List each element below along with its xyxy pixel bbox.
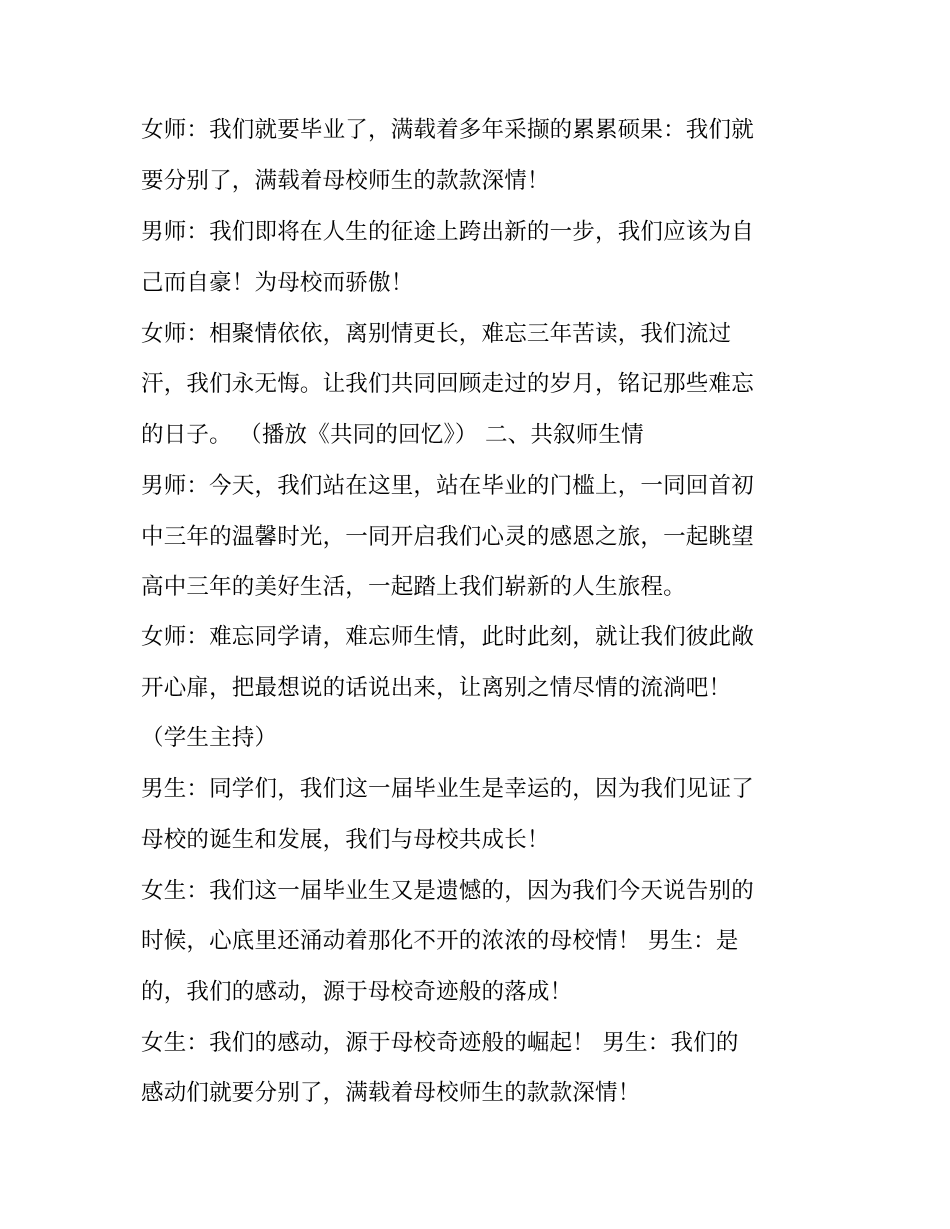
text-line: 男师：我们即将在人生的征途上跨出新的一步，我们应该为自 — [141, 219, 754, 245]
text-line: 女生：我们的感动，源于母校奇迹般的崛起！ 男生：我们的 — [141, 1030, 739, 1056]
text-line: 男师：今天，我们站在这里，站在毕业的门槛上，一同回首初 — [141, 473, 754, 499]
text-line: 母校的诞生和发展，我们与母校共成长！ — [141, 827, 550, 853]
text-line: 中三年的温馨时光，一同开启我们心灵的感恩之旅，一起眺望 — [141, 524, 754, 550]
text-line: 要分别了，满载着母校师生的款款深情！ — [141, 168, 550, 194]
text-line: 汗，我们永无悔。让我们共同回顾走过的岁月，铭记那些难忘 — [141, 371, 754, 397]
text-line: 感动们就要分别了，满载着母校师生的款款深情！ — [141, 1080, 641, 1106]
text-line: 女生：我们这一届毕业生又是遗憾的，因为我们今天说告别的 — [141, 878, 754, 904]
text-line: 时候，心底里还涌动着那化不开的浓浓的母校情！ 男生：是 — [141, 928, 739, 954]
text-line: 女师：相聚情依依，离别情更长，难忘三年苦读，我们流过 — [141, 321, 732, 347]
text-line: 女师：我们就要毕业了，满载着多年采撷的累累硕果：我们就 — [141, 117, 754, 143]
text-line: 的日子。 （播放《共同的回忆》） 二、共叙师生情 — [141, 422, 644, 448]
text-line: 的，我们的感动，源于母校奇迹般的落成！ — [141, 979, 573, 1005]
text-line: 高中三年的美好生活，一起踏上我们崭新的人生旅程。 — [141, 574, 686, 600]
text-line: 己而自豪！为母校而骄傲！ — [141, 270, 414, 296]
text-line: （学生主持） — [141, 725, 278, 751]
text-line: 开心扉，把最想说的话说出来，让离别之情尽情的流淌吧！ — [141, 675, 732, 701]
text-line: 女师：难忘同学请，难忘师生情，此时此刻，就让我们彼此敞 — [141, 624, 754, 650]
text-line: 男生：同学们，我们这一届毕业生是幸运的，因为我们见证了 — [141, 776, 754, 802]
